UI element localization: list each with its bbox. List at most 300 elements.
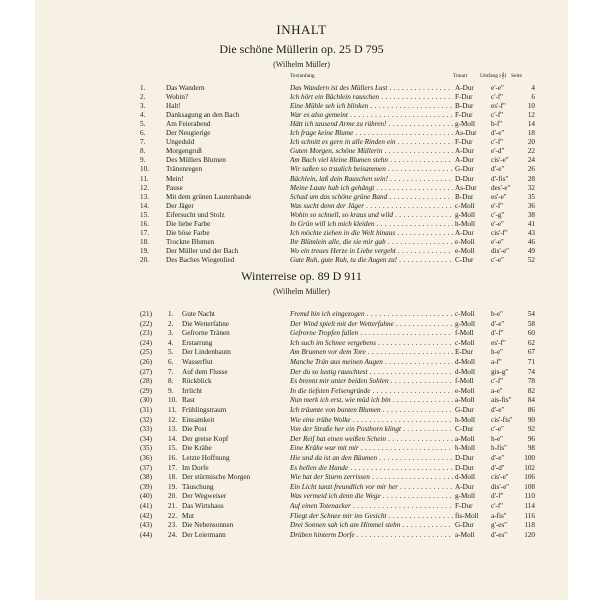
song-row[interactable]: [35, 156, 568, 165]
song-row[interactable]: [35, 444, 568, 453]
song-row[interactable]: [35, 247, 568, 256]
song-row[interactable]: [35, 329, 568, 338]
song-range: c'-f'': [491, 93, 503, 102]
song-title: Danksagung an den Bach: [166, 111, 240, 120]
song-title: Auf dem Flusse: [182, 367, 228, 376]
song-page: 106: [524, 473, 535, 482]
song-range: d'-f'': [491, 329, 504, 338]
song-key: e-Moll: [455, 237, 475, 246]
column-header-page: Seite: [511, 73, 522, 79]
song-row[interactable]: [35, 175, 568, 184]
song-row[interactable]: [35, 238, 568, 247]
song-page: 52: [527, 255, 535, 264]
song-global-number: (33): [140, 425, 152, 434]
cycle-author: (Wilhelm Müller): [273, 287, 330, 296]
song-range: es'-f'': [491, 102, 506, 111]
song-title: Einsamkeit: [182, 415, 215, 424]
song-incipit: Wir saßen so traulich beisammen . . .: [290, 165, 453, 174]
song-page: 36: [527, 201, 535, 210]
song-incipit: Manche Trän aus meinen Augen . . .: [290, 358, 453, 367]
song-row[interactable]: [35, 229, 568, 238]
song-page: 67: [527, 348, 535, 357]
song-number: 13.: [140, 192, 149, 201]
song-key: G-Dur: [455, 521, 474, 530]
song-row[interactable]: [35, 358, 568, 367]
song-incipit: Nun merk ich erst, wie müd ich bin . . .: [290, 396, 453, 405]
song-row[interactable]: [35, 368, 568, 377]
song-number: 15.: [168, 444, 177, 453]
song-row[interactable]: [35, 492, 568, 501]
song-key: D-Dur: [455, 454, 474, 462]
song-number: 5.: [168, 348, 174, 357]
song-range: d'-es'': [491, 530, 507, 539]
song-title: Erstarrung: [182, 338, 213, 347]
cycle-author: (Wilhelm Müller): [273, 60, 330, 69]
song-key: fis-Moll: [455, 511, 479, 520]
song-global-number: (31): [140, 406, 152, 414]
song-incipit: War es also gemeint . . .: [290, 111, 453, 120]
song-page: 43: [527, 228, 535, 237]
song-row[interactable]: [35, 406, 568, 415]
song-incipit: In die tiefsten Felsengründe . . .: [290, 387, 453, 396]
song-number: 2.: [168, 319, 174, 328]
song-key: d-Moll: [455, 358, 475, 366]
song-row[interactable]: [35, 220, 568, 229]
song-title: Der Müller und der Bach: [166, 246, 239, 255]
song-title: Der Leiermann: [182, 530, 226, 539]
song-incipit: Am Bach viel kleine Blumen stehn . . .: [290, 156, 453, 165]
song-number: 8.: [140, 147, 146, 156]
song-range: e'-e'': [491, 84, 504, 92]
song-title: Tränenregen: [166, 165, 203, 174]
song-row[interactable]: [35, 483, 568, 492]
song-global-number: (30): [140, 396, 152, 405]
song-title: Rast: [182, 396, 195, 405]
song-incipit: Ich hört ein Bächlein rauschen . . .: [290, 93, 453, 102]
song-range: e'-f'': [491, 201, 503, 210]
song-row[interactable]: [35, 102, 568, 111]
song-page: 12: [527, 111, 535, 120]
song-global-number: (38): [140, 473, 152, 482]
song-range: c'-f'': [491, 502, 503, 510]
song-key: c-Moll: [455, 310, 475, 318]
song-page: 20: [527, 138, 535, 147]
song-number: 1.: [140, 84, 146, 92]
song-range: e'-e'': [491, 219, 504, 228]
song-number: 4.: [140, 111, 146, 120]
song-title: Rückblick: [182, 377, 212, 386]
song-page: 110: [524, 492, 535, 501]
song-row[interactable]: [35, 521, 568, 530]
song-incipit: Von der Straße her ein Posthorn klingt . . .: [290, 425, 453, 434]
song-row[interactable]: [35, 147, 568, 156]
song-number: 11.: [168, 406, 177, 414]
song-range: d'-e'': [491, 454, 505, 462]
song-range: e'-e'': [491, 237, 504, 246]
song-page: 86: [527, 406, 535, 414]
song-number: 24.: [168, 530, 177, 539]
song-global-number: (24): [140, 338, 152, 347]
song-range: h-fis'': [491, 444, 507, 453]
song-key: A-Dur: [455, 156, 474, 165]
song-title: Halt!: [166, 102, 181, 111]
song-key: e-Moll: [455, 386, 475, 395]
song-number: 6.: [168, 358, 174, 366]
song-page: 78: [527, 377, 535, 386]
song-range: dis'-e'': [491, 246, 509, 255]
song-title: Frühlingstraum: [182, 406, 227, 414]
song-row[interactable]: [35, 111, 568, 120]
song-row[interactable]: [35, 387, 568, 396]
song-range: e'-d'': [491, 147, 505, 156]
song-range: cis'-fis'': [491, 415, 513, 424]
song-title: Morgengruß: [166, 147, 202, 156]
song-title: Täuschung: [182, 482, 214, 491]
song-global-number: (23): [140, 329, 152, 338]
song-number: 23.: [168, 521, 177, 530]
song-key: C-Dur: [455, 425, 474, 434]
song-title: Die Nebensonnen: [182, 521, 234, 530]
song-incipit: Wie hat der Sturm zerrissen . . .: [290, 473, 453, 482]
song-global-number: (25): [140, 348, 152, 357]
song-key: h-Moll: [455, 444, 475, 453]
song-title: Der Wegweiser: [182, 492, 227, 501]
song-key: g-Moll: [455, 210, 475, 219]
song-key: A-Dur: [455, 84, 474, 92]
song-page: 102: [524, 463, 535, 472]
song-key: g-Moll: [455, 120, 475, 129]
song-title: Mut: [182, 511, 194, 520]
song-number: 14.: [168, 434, 177, 443]
cycle-title-winterreise: Winterreise op. 89 D 911: [241, 269, 362, 283]
song-row[interactable]: [35, 435, 568, 444]
song-row[interactable]: [35, 184, 568, 193]
song-key: A-Dur: [455, 228, 474, 237]
song-number: 22.: [168, 511, 177, 520]
song-row[interactable]: [35, 512, 568, 521]
song-incipit: Ich träumte von bunten Blumen . . .: [290, 406, 453, 415]
song-title: Mit dem grünen Lautenbande: [166, 192, 252, 201]
song-number: 21.: [168, 502, 177, 510]
song-page: 96: [527, 434, 535, 443]
song-key: F-Dur: [455, 93, 473, 102]
song-key: A-Dur: [455, 147, 474, 156]
song-range: des'-e'': [491, 183, 511, 192]
song-row[interactable]: [35, 310, 568, 319]
song-number: 8.: [168, 377, 174, 386]
song-incipit: Wohin so schnell, so kraus und wild . . .: [290, 211, 453, 220]
song-title: Der Neugierige: [166, 129, 211, 138]
song-incipit: Gefrorne Tropfen fallen . . .: [290, 329, 453, 338]
song-key: B-Dur: [455, 102, 474, 111]
song-number: 2.: [140, 93, 146, 102]
song-title: Der Jäger: [166, 201, 194, 210]
song-range: d'-e'': [491, 319, 505, 328]
song-incipit: Der Wind spielt mit der Wetterfahne . . .: [290, 320, 453, 329]
song-number: 6.: [140, 129, 146, 138]
song-global-number: (42): [140, 511, 152, 520]
song-page: 18: [527, 129, 535, 138]
song-range: h-e'': [491, 434, 503, 443]
song-row[interactable]: [35, 339, 568, 348]
song-global-number: (35): [140, 444, 152, 453]
song-row[interactable]: [35, 416, 568, 425]
song-title: Pause: [166, 183, 183, 192]
song-row[interactable]: [35, 138, 568, 147]
song-incipit: Ich such im Schnee vergebens . . .: [290, 339, 453, 348]
song-incipit: Schad um das schöne grüne Band . . .: [290, 193, 453, 202]
song-page: 120: [524, 530, 535, 539]
song-incipit: Am Brunnen vor dem Tore . . .: [290, 348, 453, 357]
song-incipit: Es brennt mir unter beiden Sohlen . . .: [290, 377, 453, 386]
song-incipit: Eine Mühle seh ich blinken . . .: [290, 102, 453, 111]
song-number: 13.: [168, 425, 177, 434]
song-global-number: (26): [140, 358, 152, 366]
song-title: Des Müllers Blumen: [166, 156, 226, 165]
song-global-number: (39): [140, 482, 152, 491]
song-row[interactable]: [35, 473, 568, 482]
song-number: 12.: [140, 183, 149, 192]
song-incipit: Was sucht denn der Jäger . . .: [290, 202, 453, 211]
song-range: cis'-f'': [491, 228, 508, 237]
song-title: Irrlicht: [182, 386, 202, 395]
song-key: c-Moll: [455, 201, 475, 210]
song-number: 18.: [168, 473, 177, 482]
song-page: 49: [527, 246, 535, 255]
song-key: As-Dur: [455, 183, 477, 192]
song-row[interactable]: [35, 454, 568, 463]
song-range: d'-d'': [491, 463, 505, 472]
song-title: Letzte Hoffnung: [182, 454, 230, 462]
song-global-number: (28): [140, 377, 152, 386]
song-title: Der stürmische Morgen: [182, 473, 251, 482]
song-key: F-Dur: [455, 138, 473, 147]
song-key: f-Moll: [455, 377, 474, 386]
song-page: 54: [527, 310, 535, 318]
song-incipit: Ein Licht tanzt freundlich vor mir her . . .: [290, 483, 453, 492]
song-range: h-e'': [491, 348, 503, 357]
song-incipit: Ihr Blümlein alle, die sie mir gab . . .: [290, 238, 453, 247]
song-number: 16.: [140, 219, 149, 228]
song-title: Des Baches Wiegenlied: [166, 255, 235, 264]
song-number: 17.: [168, 463, 177, 472]
song-title: Gefrorne Tränen: [182, 329, 230, 338]
song-incipit: Auf einen Totenacker . . .: [290, 502, 453, 511]
cycle-title-schoene-muellerin: Die schöne Müllerin op. 25 D 795: [219, 42, 384, 56]
song-global-number: (41): [140, 502, 152, 510]
song-number: 4.: [168, 338, 174, 347]
song-key: h-Moll: [455, 415, 475, 424]
song-page: 46: [527, 237, 535, 246]
song-incipit: Fliegt der Schnee mir ins Gesicht . . .: [290, 512, 453, 521]
song-number: 1.: [168, 310, 174, 318]
song-page: 24: [527, 156, 535, 165]
song-number: 10.: [168, 396, 177, 405]
song-page: 14: [527, 120, 535, 129]
song-page: 98: [527, 444, 535, 453]
song-page: 71: [527, 358, 535, 366]
song-range: c'-f'': [491, 138, 503, 147]
song-page: 92: [527, 425, 535, 434]
song-row[interactable]: [35, 256, 568, 265]
song-global-number: (32): [140, 415, 152, 424]
song-number: 7.: [168, 367, 174, 376]
song-incipit: Bächlein, laß dein Rauschen sein! . . .: [290, 175, 453, 184]
song-title: Die Krähe: [182, 444, 212, 453]
song-range: c'-e'': [491, 425, 504, 434]
song-page: 74: [527, 367, 535, 376]
song-row[interactable]: [35, 396, 568, 405]
song-range: a-fis'': [491, 511, 507, 520]
song-incipit: Das Wandern ist des Müllers Lust . . .: [290, 84, 453, 93]
song-range: c'-g'': [491, 210, 505, 219]
song-key: d-Moll: [455, 367, 475, 376]
song-page: 118: [524, 521, 535, 530]
song-page: 22: [527, 147, 535, 156]
song-row[interactable]: [35, 425, 568, 434]
song-range: es'-e'': [491, 192, 507, 201]
song-range: a-f'': [491, 358, 502, 366]
song-row[interactable]: [35, 211, 568, 220]
song-title: Der greise Kopf: [182, 434, 229, 443]
song-title: Mein!: [166, 174, 184, 183]
song-incipit: Meine Laute hab ich gehängt . . .: [290, 184, 453, 193]
song-page: 32: [527, 183, 535, 192]
song-page: 60: [527, 329, 535, 338]
song-range: es'-f'': [491, 338, 506, 347]
song-number: 3.: [168, 329, 174, 338]
index-page: [35, 0, 568, 600]
song-key: D-Dur: [455, 174, 474, 183]
song-row[interactable]: [35, 377, 568, 386]
song-row[interactable]: [35, 120, 568, 129]
song-number: 5.: [140, 120, 146, 129]
song-title: Wasserflut: [182, 358, 213, 366]
page-heading: INHALT: [276, 22, 327, 37]
column-header-incipit: Textanfang: [290, 73, 315, 79]
song-key: f-Moll: [455, 329, 474, 338]
song-number: 17.: [140, 228, 149, 237]
column-header-key: Tonart: [453, 73, 468, 79]
song-global-number: (22): [140, 319, 152, 328]
song-range: ais-fis'': [491, 396, 512, 405]
song-row[interactable]: [35, 202, 568, 211]
song-row[interactable]: [35, 502, 568, 511]
song-row[interactable]: [35, 93, 568, 102]
song-range: d'-e'': [491, 129, 505, 138]
song-key: d-Moll: [455, 473, 475, 482]
song-number: 19.: [140, 246, 149, 255]
song-incipit: Hätt ich tausend Arme zu rühren! . . .: [290, 120, 453, 129]
song-range: d'-fis'': [491, 174, 509, 183]
song-range: gis-g'': [491, 367, 508, 376]
song-key: c-Moll: [455, 338, 475, 347]
song-number: 19.: [168, 482, 177, 491]
song-number: 20.: [168, 492, 177, 501]
song-range: c'-e'': [491, 255, 504, 264]
song-row[interactable]: [35, 531, 568, 540]
song-incipit: Guten Morgen, schöne Müllerin . . .: [290, 147, 453, 156]
song-key: E-Dur: [455, 348, 473, 357]
song-incipit: Es bellen die Hunde . . .: [290, 464, 453, 473]
song-key: h-Moll: [455, 219, 475, 228]
song-title: Trockne Blumen: [166, 237, 215, 246]
song-global-number: (37): [140, 463, 152, 472]
song-number: 18.: [140, 237, 149, 246]
song-global-number: (27): [140, 367, 152, 376]
song-page: 100: [524, 454, 535, 462]
song-key: C-Dur: [455, 255, 474, 264]
song-number: 14.: [140, 201, 149, 210]
song-title: Die liebe Farbe: [166, 219, 211, 228]
song-page: 26: [527, 165, 535, 174]
song-key: F-Dur: [455, 111, 473, 120]
song-title: Gute Nacht: [182, 310, 215, 318]
song-key: a-Moll: [455, 530, 475, 539]
song-row[interactable]: [35, 464, 568, 473]
song-incipit: Hie und da ist an den Bäumen . . .: [290, 454, 453, 463]
song-global-number: (36): [140, 454, 152, 462]
song-page: 82: [527, 386, 535, 395]
song-range: d'-e'': [491, 165, 505, 174]
song-global-number: (44): [140, 530, 152, 539]
song-page: 41: [527, 219, 535, 228]
song-global-number: (34): [140, 434, 152, 443]
song-number: 15.: [140, 210, 149, 219]
song-range: cis'-e'': [491, 473, 509, 482]
song-incipit: Ich möchte ziehen in die Welt hinaus . . .: [290, 229, 453, 238]
song-key: e-Moll: [455, 246, 475, 255]
song-range: d'-e'': [491, 406, 505, 414]
song-number: 10.: [140, 165, 149, 174]
song-global-number: (43): [140, 521, 152, 530]
song-row[interactable]: [35, 348, 568, 357]
song-row[interactable]: [35, 165, 568, 174]
song-title: Am Feierabend: [166, 120, 211, 129]
song-incipit: Ich frage keine Blume . . .: [290, 129, 453, 138]
song-range: g'-es'': [491, 521, 507, 530]
song-page: 10: [527, 102, 535, 111]
song-page: 84: [527, 396, 535, 405]
song-number: 9.: [168, 386, 174, 395]
song-incipit: Wo ein treues Herze in Liebe vergeht . . .: [290, 247, 453, 256]
song-incipit: Fremd bin ich eingezogen . . .: [290, 310, 453, 319]
song-title: Wohin?: [166, 93, 189, 102]
song-page: 62: [527, 338, 535, 347]
song-range: c'-f'': [491, 377, 503, 386]
song-number: 16.: [168, 454, 177, 462]
song-row[interactable]: [35, 84, 568, 93]
song-key: A-Dur: [455, 482, 474, 491]
song-number: 3.: [140, 102, 146, 111]
song-key: g-Moll: [455, 319, 475, 328]
song-row[interactable]: [35, 320, 568, 329]
song-row[interactable]: [35, 129, 568, 138]
song-page: 108: [524, 482, 535, 491]
song-range: cis'-e'': [491, 156, 509, 165]
song-key: a-Moll: [455, 396, 475, 405]
song-title: Eifersucht und Stolz: [166, 210, 225, 219]
song-title: Das Wandern: [166, 84, 205, 92]
song-number: 11.: [140, 174, 149, 183]
song-range: dis'-e'': [491, 482, 509, 491]
song-row[interactable]: [35, 193, 568, 202]
song-number: 7.: [140, 138, 146, 147]
song-page: 114: [524, 502, 535, 510]
song-range: d'-f'': [491, 492, 504, 501]
song-page: 58: [527, 319, 535, 328]
column-header-range: Umfang (𝄞): [480, 73, 507, 79]
